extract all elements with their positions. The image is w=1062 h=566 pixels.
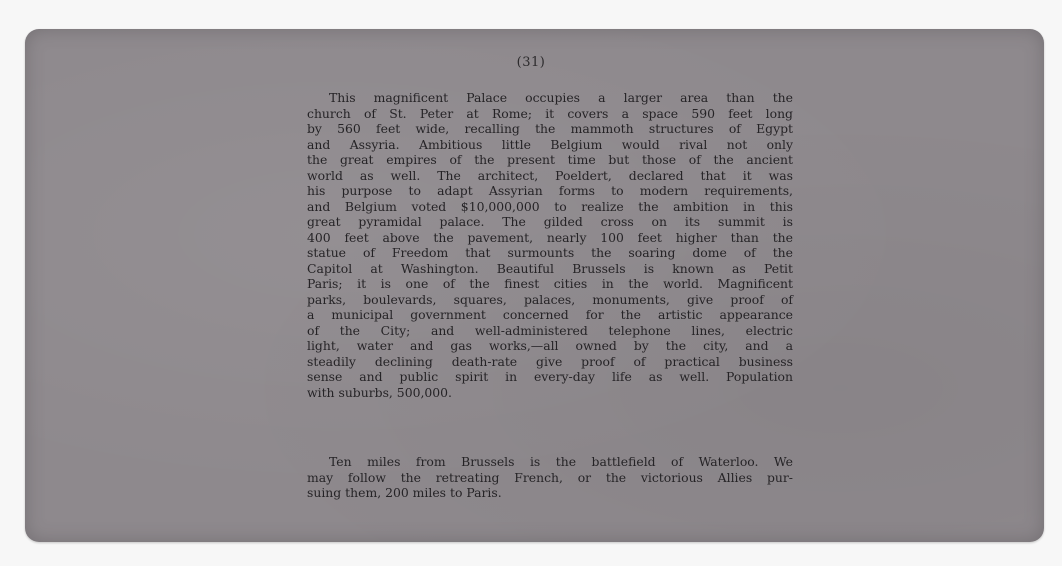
text-line: and Assyria. Ambitious little Belgium would rival not only	[307, 136, 793, 152]
text-line: great pyramidal palace. The gilded cross on its summit is	[307, 214, 793, 229]
text-line: Ten miles from Brussels is the battlefield of Waterloo. We	[329, 454, 793, 469]
text-line: statue of Freedom that surmounts the soaring dome of the	[307, 245, 793, 260]
text-line: by 560 feet wide, recalling the mammoth structures of Egypt	[307, 121, 793, 136]
text-line: This magnificent Palace occupies a larger area than the	[329, 90, 793, 105]
text-line: and Belgium voted $10,000,000 to realize the ambition in this	[307, 198, 793, 214]
text-line: Paris; it is one of the finest cities in the world. Magnificent	[307, 276, 793, 291]
text-line: suing them, 200 miles to Paris.	[307, 485, 502, 500]
text-line: world as well. The architect, Poeldert, declared that it was	[307, 167, 793, 183]
text-line: parks, boulevards, squares, palaces, monuments, give proof of	[307, 291, 793, 307]
text-line: steadily declining death-rate give proof of practical business	[307, 353, 793, 369]
text-line: of the City; and well-administered telephone lines, electric	[307, 322, 793, 338]
text-line: the great empires of the present time but those of the ancient	[307, 152, 793, 167]
text-line: with suburbs, 500,000.	[307, 384, 452, 400]
paragraph-waterloo	[307, 454, 793, 501]
text-line: church of St. Peter at Rome; it covers a space 590 feet long	[307, 105, 793, 121]
page-number: (31)	[516, 55, 546, 70]
text-line: light, water and gas works,—all owned by the city, and a	[307, 338, 793, 353]
text-line: Capitol at Washington. Beautiful Brussels is known as Petit	[307, 260, 793, 276]
paragraph-palace-description	[307, 90, 793, 400]
text-line: may follow the retreating French, or the victorious Allies pur-	[307, 469, 793, 485]
text-line: sense and public spirit in every-day life as well. Population	[307, 369, 793, 384]
text-line: 400 feet above the pavement, nearly 100 feet higher than the	[307, 229, 793, 245]
text-line: his purpose to adapt Assyrian forms to modern requirements,	[307, 183, 793, 198]
text-line: a municipal government concerned for the artistic appearance	[307, 307, 793, 322]
